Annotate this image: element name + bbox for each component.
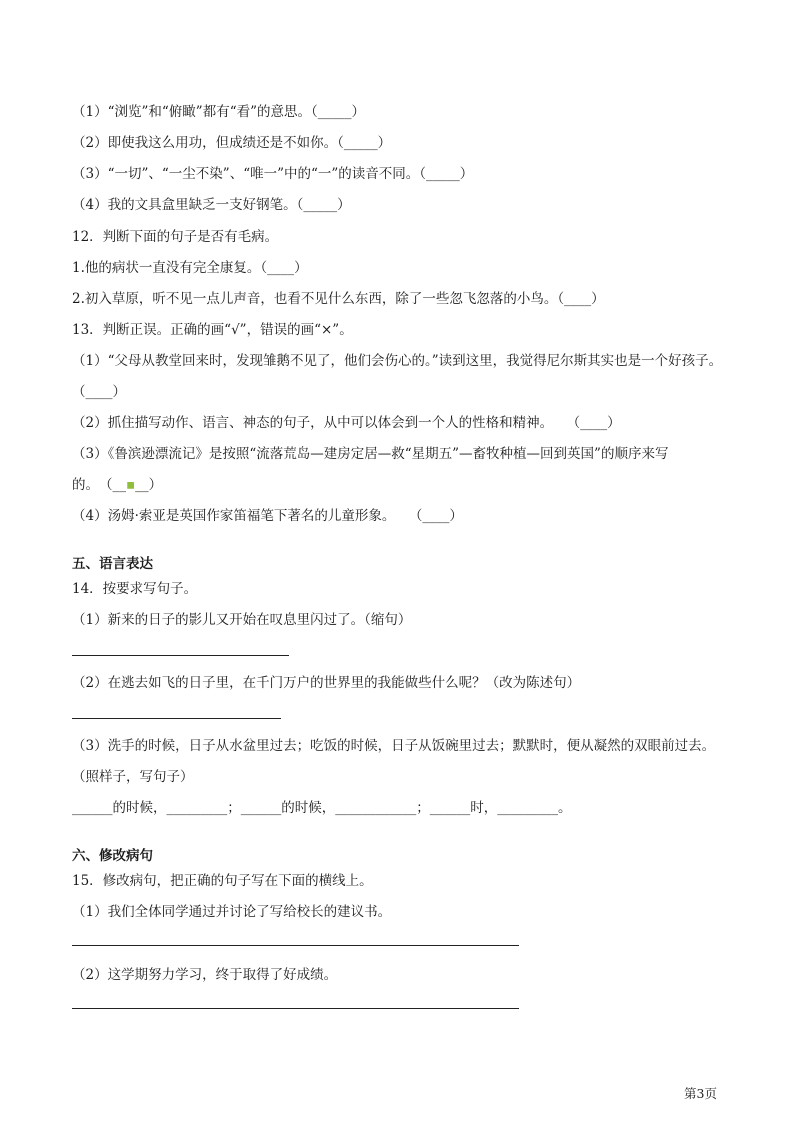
q14-item-3-pattern[interactable]: ______的时候，_________；______的时候，____________；______时，_________。: [72, 800, 572, 816]
page-number: 第3页: [684, 1086, 717, 1101]
q15-item-1: （1）我们全体同学通过并讨论了写给校长的建议书。: [72, 904, 392, 920]
q13-item-3-text: 的。 （__: [72, 477, 126, 493]
q11-item-4: （4）我的文具盒里缺乏一支好钢笔。（_____）: [72, 197, 351, 213]
q13-item-1-answer: （____）: [72, 384, 126, 400]
q12-item-2: 2.初入草原，听不见一点儿声音，也看不见什么东西，除了一些忽飞忽落的小鸟。（____）: [72, 291, 605, 307]
q12-item-1: 1.他的病状一直没有完全康复。（____）: [72, 260, 308, 276]
q12-title: 12．判断下面的句子是否有毛病。: [72, 229, 279, 245]
q14-item-3: （3）洗手的时候，日子从水盆里过去；吃饭的时候，日子从饭碗里过去；默默时，便从凝然的双眼前过去。: [72, 738, 716, 754]
q11-item-1: （1）“浏览”和“俯瞰”都有“看”的意思。（_____）: [72, 104, 365, 120]
q14-item-1: （1）新来的日子的影儿又开始在叹息里闪过了。（缩句）: [72, 612, 412, 628]
q13-item-3: （3）《鲁滨逊漂流记》是按照“流落荒岛—建房定居—救“星期五”—畜牧种植—回到英国”的顺序来写: [72, 446, 669, 462]
q13-item-3-close: __）: [135, 477, 163, 493]
answer-line-q14-2[interactable]: [72, 718, 281, 719]
q14-item-3-instruction: （照样子，写句子）: [72, 769, 194, 785]
answer-line-q15-1[interactable]: [72, 945, 519, 946]
q13-item-3-end: [72, 476, 162, 494]
q15-item-2: （2）这学期努力学习，终于取得了好成绩。: [72, 967, 338, 983]
q14-item-2: （2）在逃去如飞的日子里，在千门万户的世界里的我能做些什么呢？（改为陈述句）: [72, 675, 581, 691]
q13-item-4: （4）汤姆·索亚是英国作家笛福笔下著名的儿童形象。 （____）: [72, 508, 463, 524]
q14-title: 14．按要求写句子。: [72, 581, 198, 597]
q11-item-2: （2）即使我这么用功，但成绩还是不如你。（_____）: [72, 135, 392, 151]
stray-dot-mark: ▪: [126, 477, 136, 493]
q13-title: 13．判断正误。正确的画“√”，错误的画“×”。: [72, 322, 353, 338]
answer-line-q15-2[interactable]: [72, 1008, 519, 1009]
q15-title: 15．修改病句，把正确的句子写在下面的横线上。: [72, 873, 373, 889]
q11-item-3: （3）“一切”、“一尘不染”、“唯一”中的“一”的读音不同。（_____）: [72, 166, 474, 182]
answer-line-q14-1[interactable]: [72, 655, 289, 656]
q13-item-2: （2）抓住描写动作、语言、神态的句子，从中可以体会到一个人的性格和精神。 （____）: [72, 415, 621, 431]
section5-heading: 五、语言表达: [72, 556, 153, 572]
section6-heading: 六、修改病句: [72, 848, 153, 864]
q13-item-1: （1）“父母从教堂回来时，发现雏鹅不见了，他们会伤心的。”读到这里，我觉得尼尔斯其实也是一个好孩子。: [72, 353, 723, 369]
